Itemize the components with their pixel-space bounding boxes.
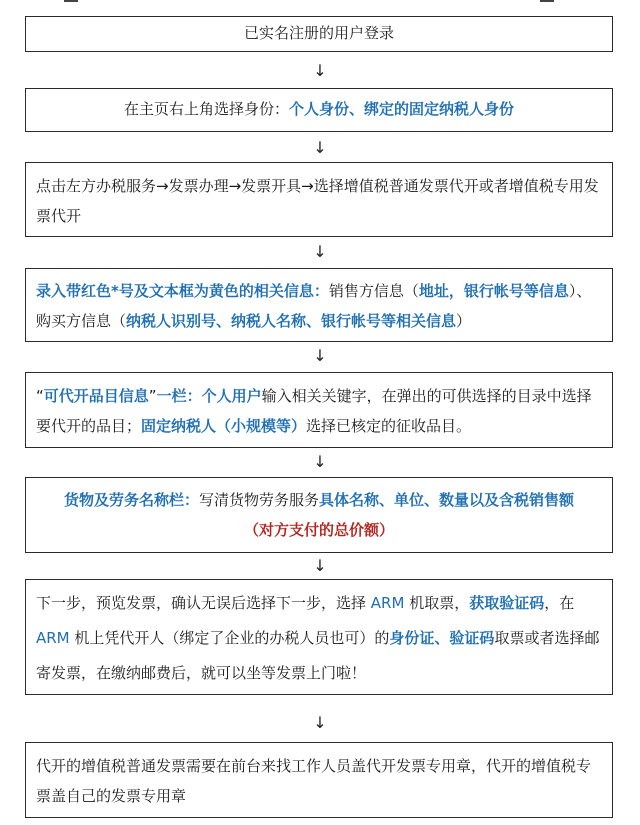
step-text: ）、购买方信息（ [36,282,592,330]
step-highlight: 具体名称、单位、数量以及含税销售额 [319,491,575,509]
step-highlight: ARM [370,594,405,612]
step-text: 已实名注册的用户登录 [243,24,394,42]
step-2-box [25,88,613,132]
top-edge-mark-right [540,0,554,2]
step-text: 输入相关关键字，在弹出的可供选择的目录中选择要代开的品目； [36,387,592,435]
step-line-1 [26,485,612,515]
step-1-box [25,16,613,52]
down-arrow-icon: ↓ [313,452,327,471]
step-text: 选择已核定的征收品目。 [306,417,472,435]
step-text: 下一步，预览发票，确认无误后选择下一步，选择 [36,594,371,612]
step-text: 机上凭代开人（绑定了企业的办税人员也可）的 [69,629,390,647]
step-line-2 [26,515,612,545]
step-highlight: 身份证、验证码 [389,629,495,647]
step-3-box [25,162,613,237]
step-8-box [25,742,613,818]
top-edge-mark-left [64,0,78,2]
down-arrow-icon: ↓ [313,61,327,80]
step-highlight: 录入带红色*号及文本框为黄色的相关信息： [36,282,329,300]
step-red-note: （对方支付的总价额） [243,521,394,539]
step-highlight: 获取验证码 [469,594,545,612]
step-text: ” [148,387,157,405]
step-highlight: 一栏： [156,387,202,405]
down-arrow-icon: ↓ [313,556,327,575]
step-highlight: 地址，银行帐号等信息 [418,282,569,300]
step-highlight: 固定纳税人（小规模等） [141,417,307,435]
step-text: 点击左方办税服务→发票办理→发票开具→选择增值税普通发票代开或者增值税专用发票代开 [36,177,599,225]
step-7-box [25,579,613,695]
step-highlight: 可代开品目信息 [43,387,149,405]
step-text: 代开的增值税普通发票需要在前台来找工作人员盖代开发票专用章，代开的增值税专票盖自己的发票专用章 [36,757,592,805]
down-arrow-icon: ↓ [313,242,327,261]
step-text: 销售方信息（ [328,282,419,300]
down-arrow-icon: ↓ [313,138,327,157]
step-highlight: 个人身份、绑定的固定纳税人身份 [289,100,515,118]
step-text: ，在 [544,594,575,612]
step-highlight: 个人用户 [201,387,262,405]
down-arrow-icon: ↓ [313,346,327,365]
step-4-box [25,268,613,342]
step-text: 机取票， [404,594,470,612]
step-text: “ [36,387,44,405]
step-highlight: 纳税人识别号、纳税人名称、银行帐号等相关信息 [126,312,457,330]
step-text: 写清货物劳务服务 [198,491,319,509]
step-5-box [25,372,613,448]
step-6-box [25,477,613,553]
step-highlight: 货物及劳务名称栏： [63,491,199,509]
step-text: ） [456,312,472,330]
step-highlight: ARM [36,629,70,647]
step-text: 取票或者选择邮寄发票，在缴纳邮费后，就可以坐等发票上门啦！ [36,629,600,682]
step-text: 在主页右上角选择身份： [123,100,289,118]
down-arrow-icon: ↓ [313,713,327,732]
